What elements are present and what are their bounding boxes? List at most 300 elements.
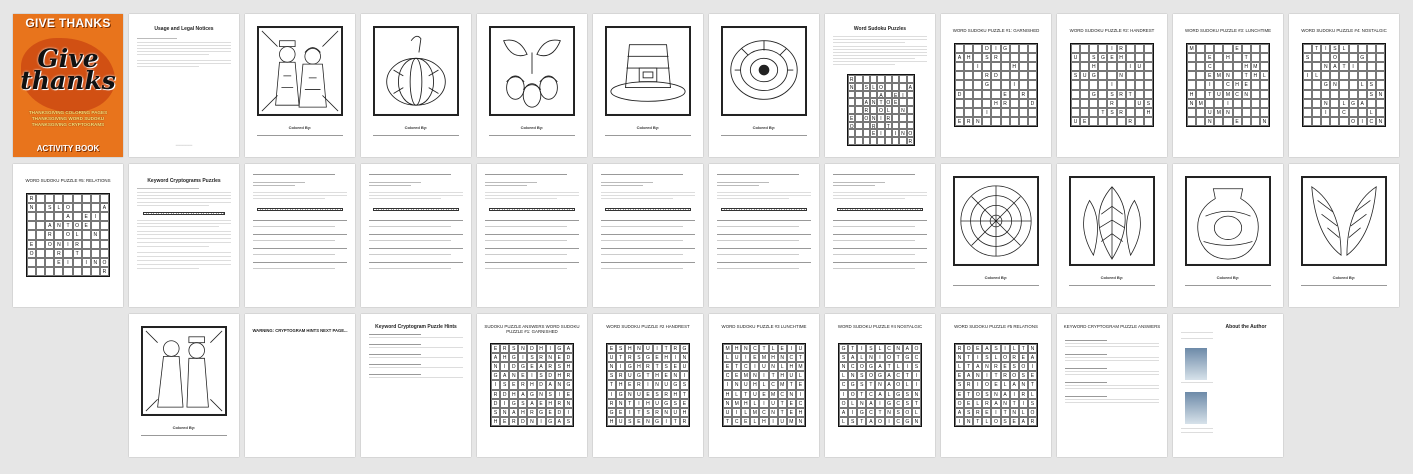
grid-cell: N [1223, 71, 1232, 80]
grid-cell: L [1019, 408, 1028, 417]
grid-cell [36, 230, 45, 239]
grid-cell: T [63, 221, 72, 230]
text-line [717, 234, 811, 235]
sudoku-grid[interactable] [1302, 43, 1386, 127]
puzzle-page-3[interactable] [1173, 14, 1283, 157]
grid-cell [54, 267, 63, 276]
grid-cell [100, 212, 109, 221]
grid-cell [964, 62, 973, 71]
grid-cell: T [1242, 53, 1251, 62]
grid-cell: E [1028, 371, 1037, 380]
grid-cell [1001, 80, 1010, 89]
text-line [253, 240, 335, 241]
puzzle-page-2[interactable] [1057, 14, 1167, 157]
puzzle-page-5[interactable] [13, 164, 123, 307]
grid-cell: E [871, 131, 876, 138]
cryptogram-page-5[interactable] [709, 164, 819, 307]
grid-cell: M [787, 417, 796, 426]
grid-cell [1367, 53, 1376, 62]
grid-cell: R [537, 353, 546, 362]
text-line [601, 240, 683, 241]
grid-cell [973, 108, 982, 117]
grid-cell: H [643, 399, 652, 408]
text-line [369, 226, 451, 227]
grid-cell: H [732, 344, 741, 353]
grid-cell [1019, 44, 1028, 53]
text-line [485, 198, 557, 199]
text-line [601, 182, 653, 183]
page-title: KEYWORD CRYPTOGRAM PUZZLE ANSWERS [1063, 324, 1161, 329]
grid-cell: E [778, 344, 787, 353]
grid-cell [1303, 62, 1312, 71]
mandala-illustration [953, 176, 1039, 266]
colored-by-line[interactable] [1185, 285, 1271, 286]
grid-cell: S [1330, 44, 1339, 53]
colored-by-line[interactable] [373, 135, 459, 136]
grid-cell [1205, 44, 1214, 53]
grid-cell: L [1001, 380, 1010, 389]
grid-cell: H [527, 380, 536, 389]
grid-cell: E [671, 362, 680, 371]
grid-cell [1214, 44, 1223, 53]
grid-cell: O [1010, 371, 1019, 380]
grid-cell: E [82, 221, 91, 230]
grid-cell: I [769, 417, 778, 426]
grid-cell: T [778, 408, 787, 417]
grid-cell: L [1028, 390, 1037, 399]
grid-cell: U [616, 417, 625, 426]
grid-cell [1330, 108, 1339, 117]
grid-cell: O [839, 399, 848, 408]
grid-cell: U [750, 390, 759, 399]
grid-cell: G [555, 344, 564, 353]
grid-cell: I [643, 380, 652, 389]
coloring-page-pumpkin[interactable] [361, 14, 471, 157]
text-line [601, 254, 683, 255]
grid-cell: E [787, 408, 796, 417]
cryptogram-hints-page[interactable] [361, 314, 471, 457]
grid-cell: C [848, 362, 857, 371]
grid-cell: N [964, 417, 973, 426]
grid-cell [1196, 80, 1205, 89]
cryptogram-page-4[interactable] [593, 164, 703, 307]
grid-cell: M [796, 362, 805, 371]
grid-cell [1242, 99, 1251, 108]
colored-by-line[interactable] [489, 135, 575, 136]
grid-cell: R [991, 362, 1000, 371]
grid-cell: T [848, 344, 857, 353]
grid-cell: I [500, 399, 509, 408]
grid-cell: I [537, 417, 546, 426]
book-thumbnail[interactable] [1185, 392, 1207, 424]
grid-cell: N [625, 390, 634, 399]
text-line [253, 226, 335, 227]
cryptogram-answers-page[interactable] [1057, 314, 1167, 457]
grid-cell: E [955, 371, 964, 380]
grid-cell: H [680, 408, 689, 417]
coloring-page-pilgrims[interactable] [245, 14, 355, 157]
grid-cell: C [759, 408, 768, 417]
grid-cell [1010, 53, 1019, 62]
grid-cell [885, 75, 892, 83]
grid-cell: T [607, 380, 616, 389]
grid-cell: M [741, 371, 750, 380]
cryptogram-page-6[interactable] [825, 164, 935, 307]
grid-cell: G [643, 353, 652, 362]
grid-cell: H [769, 353, 778, 362]
grid-cell: A [885, 380, 894, 389]
colored-by-line[interactable] [605, 135, 691, 136]
grid-cell: I [750, 362, 759, 371]
grid-cell: A [527, 399, 536, 408]
grid-cell: S [982, 390, 991, 399]
grid-cell: T [671, 417, 680, 426]
coloring-page-vase[interactable] [1173, 164, 1283, 307]
grid-cell [1196, 90, 1205, 99]
grid-cell [848, 106, 855, 114]
cryptogram-intro-page[interactable] [129, 164, 239, 307]
grid-cell [91, 240, 100, 249]
grid-cell: S [1144, 99, 1153, 108]
coloring-page-corn[interactable] [1289, 164, 1399, 307]
grid-cell: I [555, 390, 564, 399]
grid-cell: R [1117, 108, 1126, 117]
grid-cell: O [63, 230, 72, 239]
grid-cell [1339, 71, 1348, 80]
sudoku-grid[interactable] [954, 43, 1038, 127]
grid-cell: E [1233, 117, 1242, 126]
grid-cell [1196, 117, 1205, 126]
grid-cell [36, 267, 45, 276]
grid-cell: I [885, 417, 894, 426]
grid-cell: S [634, 353, 643, 362]
grid-cell [892, 83, 899, 91]
grid-cell [973, 90, 982, 99]
grid-cell [27, 267, 36, 276]
grid-cell: O [849, 123, 854, 130]
grid-cell: L [1339, 99, 1348, 108]
grid-cell [1089, 117, 1098, 126]
cryptogram-page-1[interactable] [245, 164, 355, 307]
text-line [717, 268, 799, 269]
grid-cell [1358, 44, 1367, 53]
word-sudoku-intro-page[interactable] [825, 14, 935, 157]
colored-by-line[interactable] [953, 285, 1039, 286]
grid-cell: A [908, 84, 912, 91]
grid-cell: G [518, 362, 527, 371]
grid-cell [1117, 80, 1126, 89]
answer-page-5[interactable] [941, 314, 1051, 457]
grid-cell: H [616, 380, 625, 389]
grid-cell [1098, 71, 1107, 80]
grid-cell: H [750, 380, 759, 389]
grid-cell: E [527, 362, 536, 371]
puzzle-page-1[interactable] [941, 14, 1051, 157]
grid-cell: C [866, 408, 875, 417]
grid-cell [907, 98, 914, 106]
grid-cell: E [555, 353, 564, 362]
grid-cell: U [1080, 71, 1089, 80]
about-author-page[interactable] [1173, 314, 1283, 457]
grid-cell: S [1367, 80, 1376, 89]
grid-cell [1312, 99, 1321, 108]
grid-cell [885, 137, 892, 145]
grid-cell: N [778, 353, 787, 362]
grid-cell: S [1071, 71, 1080, 80]
grid-cell: E [741, 417, 750, 426]
cover-page[interactable] [13, 14, 123, 157]
grid-cell: U [1214, 90, 1223, 99]
grid-cell: R [1117, 90, 1126, 99]
answer-page-2[interactable] [593, 314, 703, 457]
grid-cell: N [912, 390, 921, 399]
grid-cell [1330, 99, 1339, 108]
grid-cell: H [1187, 90, 1196, 99]
grid-cell [36, 258, 45, 267]
grid-cell: T [1098, 108, 1107, 117]
grid-cell: E [796, 380, 805, 389]
grid-cell: N [839, 362, 848, 371]
grid-cell: D [555, 408, 564, 417]
grid-cell: O [955, 399, 964, 408]
grid-cell: E [955, 117, 964, 126]
grid-cell [1135, 117, 1144, 126]
grid-cell [1098, 44, 1107, 53]
text-line [601, 192, 695, 193]
grid-cell [855, 137, 862, 145]
grid-cell [1321, 53, 1330, 62]
grid-cell [1367, 44, 1376, 53]
grid-cell: U [796, 344, 805, 353]
grid-cell [1376, 53, 1385, 62]
grid-cell: S [964, 408, 973, 417]
grid-cell: N [671, 371, 680, 380]
grid-cell [1071, 80, 1080, 89]
colored-by-line[interactable] [1069, 285, 1155, 286]
text-line [369, 240, 451, 241]
grid-cell: N [537, 390, 546, 399]
grid-cell: I [991, 408, 1000, 417]
grid-cell: M [1223, 90, 1232, 99]
grid-cell: M [1214, 108, 1223, 117]
grid-cell: O [63, 203, 72, 212]
answer-page-1[interactable] [477, 314, 587, 457]
grid-cell: M [1214, 71, 1223, 80]
cryptogram-warning-page[interactable] [245, 314, 355, 457]
cryptogram-page-3[interactable] [477, 164, 587, 307]
grid-cell: U [1135, 62, 1144, 71]
grid-cell: L [875, 344, 884, 353]
grid-cell: C [1223, 80, 1232, 89]
grid-cell [1321, 71, 1330, 80]
text-line [601, 195, 695, 196]
grid-cell: N [871, 115, 876, 122]
grid-cell [1071, 108, 1080, 117]
grid-cell: S [955, 380, 964, 389]
grid-cell: I [527, 371, 536, 380]
usage-page[interactable] [129, 14, 239, 157]
grid-cell [1187, 71, 1196, 80]
grid-cell: A [509, 408, 518, 417]
grid-cell: A [500, 371, 509, 380]
grid-cell [1019, 117, 1028, 126]
grid-cell: O [848, 390, 857, 399]
text-line [253, 268, 335, 269]
grid-cell: H [607, 417, 616, 426]
answer-grid [838, 343, 922, 427]
grid-cell: G [1098, 53, 1107, 62]
grid-cell: T [877, 98, 884, 106]
colored-by-line[interactable] [721, 135, 807, 136]
grid-cell [54, 212, 63, 221]
text-line [253, 192, 347, 193]
sudoku-grid[interactable] [1070, 43, 1154, 127]
grid-cell: N [1019, 380, 1028, 389]
grid-cell: O [886, 100, 891, 107]
colored-by-line[interactable] [141, 435, 227, 436]
grid-cell: N [866, 353, 875, 362]
grid-cell: N [546, 353, 555, 362]
grid-cell: I [877, 114, 884, 122]
grid-cell [1001, 108, 1010, 117]
grid-cell: O [879, 108, 883, 114]
grid-cell: I [1321, 44, 1330, 53]
grid-cell [1144, 80, 1153, 89]
grid-cell: N [1205, 117, 1214, 126]
grid-cell: G [607, 408, 616, 417]
grid-cell: U [1071, 117, 1080, 126]
sudoku-grid[interactable] [26, 193, 110, 277]
grid-cell: D [546, 371, 555, 380]
grid-cell: S [839, 353, 848, 362]
grid-cell: U [1135, 99, 1144, 108]
grid-cell: L [796, 371, 805, 380]
grid-cell: U [662, 380, 671, 389]
grid-cell [100, 230, 109, 239]
grid-cell: L [885, 390, 894, 399]
grid-cell: S [616, 344, 625, 353]
grid-cell: D [518, 417, 527, 426]
coloring-page-turkey[interactable] [709, 14, 819, 157]
grid-cell [1330, 90, 1339, 99]
puzzle-page-4[interactable] [1289, 14, 1399, 157]
grid-cell [899, 137, 906, 145]
grid-cell: I [1349, 62, 1358, 71]
grid-cell: T [778, 399, 787, 408]
grid-cell: R [564, 371, 573, 380]
grid-cell: R [886, 115, 891, 122]
grid-cell: N [1376, 90, 1385, 99]
grid-cell: T [1242, 71, 1251, 80]
answer-page-3[interactable] [709, 314, 819, 457]
grid-cell [36, 212, 45, 221]
grid-cell: N [857, 399, 866, 408]
grid-cell: I [973, 380, 982, 389]
coloring-page-leaves[interactable] [1057, 164, 1167, 307]
grid-cell [1260, 90, 1269, 99]
grid-cell [848, 98, 855, 106]
grid-cell: C [750, 344, 759, 353]
grid-cell [848, 129, 855, 137]
grid-cell: U [680, 362, 689, 371]
grid-cell [1001, 62, 1010, 71]
grid-cell: G [564, 380, 573, 389]
text-line [833, 195, 927, 196]
grid-cell [1080, 90, 1089, 99]
answer-page-4[interactable] [825, 314, 935, 457]
grid-cell [1098, 99, 1107, 108]
grid-cell: R [982, 399, 991, 408]
grid-cell [1303, 99, 1312, 108]
grid-cell: S [991, 344, 1000, 353]
grid-cell: U [643, 344, 652, 353]
cryptogram-page-2[interactable] [361, 164, 471, 307]
coloring-page-acorns[interactable] [477, 14, 587, 157]
grid-cell: I [796, 390, 805, 399]
grid-cell: H [1251, 71, 1260, 80]
grid-cell [1126, 108, 1135, 117]
coloring-page-family[interactable] [129, 314, 239, 457]
text-line [601, 198, 673, 199]
grid-cell [1135, 80, 1144, 89]
grid-cell: A [45, 221, 54, 230]
grid-cell: D [955, 90, 964, 99]
grid-cell: I [564, 408, 573, 417]
sudoku-grid[interactable] [1186, 43, 1270, 127]
grid-cell: N [555, 380, 564, 389]
grid-cell: U [634, 390, 643, 399]
grid-cell [1019, 99, 1028, 108]
grid-cell: O [875, 417, 884, 426]
grid-cell [1071, 90, 1080, 99]
colored-by-line[interactable] [1301, 285, 1387, 286]
colored-by-line[interactable] [257, 135, 343, 136]
grid-cell: C [778, 390, 787, 399]
grid-cell [1144, 90, 1153, 99]
grid-cell [899, 98, 906, 106]
grid-cell [82, 249, 91, 258]
grid-cell [1028, 80, 1037, 89]
grid-cell: N [1321, 62, 1330, 71]
grid-cell [1144, 44, 1153, 53]
grid-cell: L [857, 353, 866, 362]
grid-cell [1251, 53, 1260, 62]
grid-cell [1187, 117, 1196, 126]
grid-cell: S [857, 380, 866, 389]
grid-cell: H [653, 371, 662, 380]
grid-cell: U [741, 380, 750, 389]
grid-cell: T [964, 362, 973, 371]
grid-cell: L [973, 399, 982, 408]
book-thumbnail[interactable] [1185, 348, 1207, 380]
text-line [369, 234, 463, 235]
grid-cell [27, 212, 36, 221]
grid-cell: D [982, 44, 991, 53]
grid-cell [82, 267, 91, 276]
grid-cell [91, 249, 100, 258]
grid-cell: G [546, 417, 555, 426]
puzzle-title: WORD SUDOKU PUZZLE #5: RELATIONS [25, 178, 111, 183]
text-line [253, 254, 335, 255]
grid-cell: N [1010, 408, 1019, 417]
grid-cell [1028, 44, 1037, 53]
text-line [833, 268, 915, 269]
grid-cell: R [1117, 44, 1126, 53]
grid-cell: I [1107, 80, 1116, 89]
grid-cell [1251, 117, 1260, 126]
coloring-page-mandala[interactable] [941, 164, 1051, 307]
coloring-page-hat[interactable] [593, 14, 703, 157]
